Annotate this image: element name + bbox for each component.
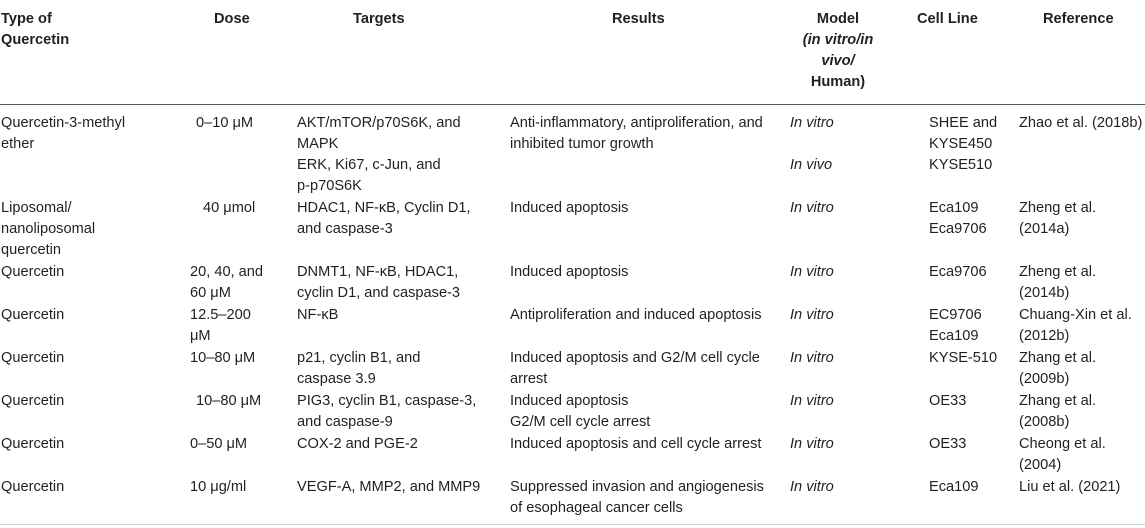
cell-type: Quercetin (1, 436, 65, 452)
cell-type: Quercetin (1, 393, 65, 409)
header-targets: Targets (353, 11, 405, 27)
cell-reference: Liu et al. (2021) (1019, 479, 1121, 495)
cell-type: Quercetin (1, 307, 65, 323)
cell-model: In vitro (790, 393, 834, 409)
header-dose: Dose (214, 11, 250, 27)
cell-targets: AKT/mTOR/p70S6K, and MAPK ERK, Ki67, c-Jun, and p-p70S6K (297, 115, 461, 194)
cell-model: In vitro (790, 307, 834, 323)
cell-reference: Zhang et al. (2009b) (1019, 350, 1097, 387)
cell-type: Quercetin (1, 479, 65, 495)
header-reference: Reference (1043, 11, 1114, 27)
cell-results: Induced apoptosis and G2/M cell cycle arrest (510, 350, 760, 387)
cell-reference: Chuang-Xin et al. (2012b) (1019, 307, 1132, 344)
cell-reference: Zheng et al. (2014b) (1019, 264, 1097, 301)
cell-cell-line: EC9706 Eca109 (929, 307, 982, 344)
table-bottom-rule (0, 524, 1145, 525)
cell-model: In vitro (790, 200, 834, 216)
header-model (783, 9, 893, 93)
cell-results: Anti-inflammatory, antiproliferation, and inhibited tumor growth (510, 115, 763, 152)
cell-dose: 20, 40, and 60 μM (190, 264, 264, 301)
cell-targets: COX-2 and PGE-2 (297, 436, 418, 452)
cell-dose: 10–80 μM (190, 350, 256, 366)
cell-model: In vitro (790, 350, 834, 366)
cell-cell-line: Eca109 Eca9706 (929, 200, 987, 237)
cell-dose: 10 μg/ml (190, 479, 247, 495)
cell-dose: 0–10 μM (196, 115, 254, 131)
cell-targets: HDAC1, NF-κB, Cyclin D1, and caspase-3 (297, 200, 471, 237)
cell-cell-line: Eca9706 (929, 264, 987, 280)
cell-model: In vitro In vivo (790, 115, 834, 173)
header-divider (0, 104, 1145, 105)
cell-cell-line: KYSE-510 (929, 350, 998, 366)
header-cell-line: Cell Line (917, 11, 978, 27)
header-type: Type of Quercetin (1, 11, 70, 48)
cell-type: Liposomal/ nanoliposomal quercetin (1, 200, 96, 258)
cell-results: Induced apoptosis G2/M cell cycle arrest (510, 393, 651, 430)
header-model-line1: Model (816, 11, 860, 27)
cell-reference: Zhao et al. (2018b) (1019, 115, 1143, 131)
cell-reference: Zheng et al. (2014a) (1019, 200, 1097, 237)
cell-dose: 12.5–200 μM (190, 307, 251, 344)
cell-type: Quercetin (1, 264, 65, 280)
cell-reference: Cheong et al. (2004) (1019, 436, 1106, 473)
cell-results: Induced apoptosis (510, 264, 629, 280)
cell-dose: 40 μmol (203, 200, 256, 216)
cell-model: In vitro (790, 436, 834, 452)
cell-targets: p21, cyclin B1, and caspase 3.9 (297, 350, 421, 387)
cell-targets: NF-κB (297, 307, 339, 323)
cell-type: Quercetin (1, 350, 65, 366)
cell-dose: 0–50 μM (190, 436, 248, 452)
cell-results: Antiproliferation and induced apoptosis (510, 307, 762, 323)
cell-targets: VEGF-A, MMP2, and MMP9 (297, 479, 481, 495)
cell-cell-line: OE33 (929, 436, 967, 452)
cell-cell-line: SHEE and KYSE450 KYSE510 (929, 115, 998, 173)
cell-targets: DNMT1, NF-κB, HDAC1, cyclin D1, and caspase-3 (297, 264, 461, 301)
cell-type: Quercetin-3-methyl ether (1, 115, 126, 152)
cell-model: In vitro (790, 479, 834, 495)
cell-reference: Zhang et al. (2008b) (1019, 393, 1097, 430)
cell-dose: 10–80 μM (196, 393, 262, 409)
cell-cell-line: Eca109 (929, 479, 979, 495)
header-model-line3: Human) (810, 74, 866, 90)
cell-model: In vitro (790, 264, 834, 280)
cell-targets: PIG3, cyclin B1, caspase-3, and caspase-9 (297, 393, 477, 430)
cell-results: Suppressed invasion and angiogenesis of esophageal cancer cells (510, 479, 764, 516)
header-model-line2: (in vitro/in vivo/ (802, 32, 874, 69)
cell-results: Induced apoptosis and cell cycle arrest (510, 436, 762, 452)
header-results: Results (612, 11, 665, 27)
cell-cell-line: OE33 (929, 393, 967, 409)
cell-results: Induced apoptosis (510, 200, 629, 216)
